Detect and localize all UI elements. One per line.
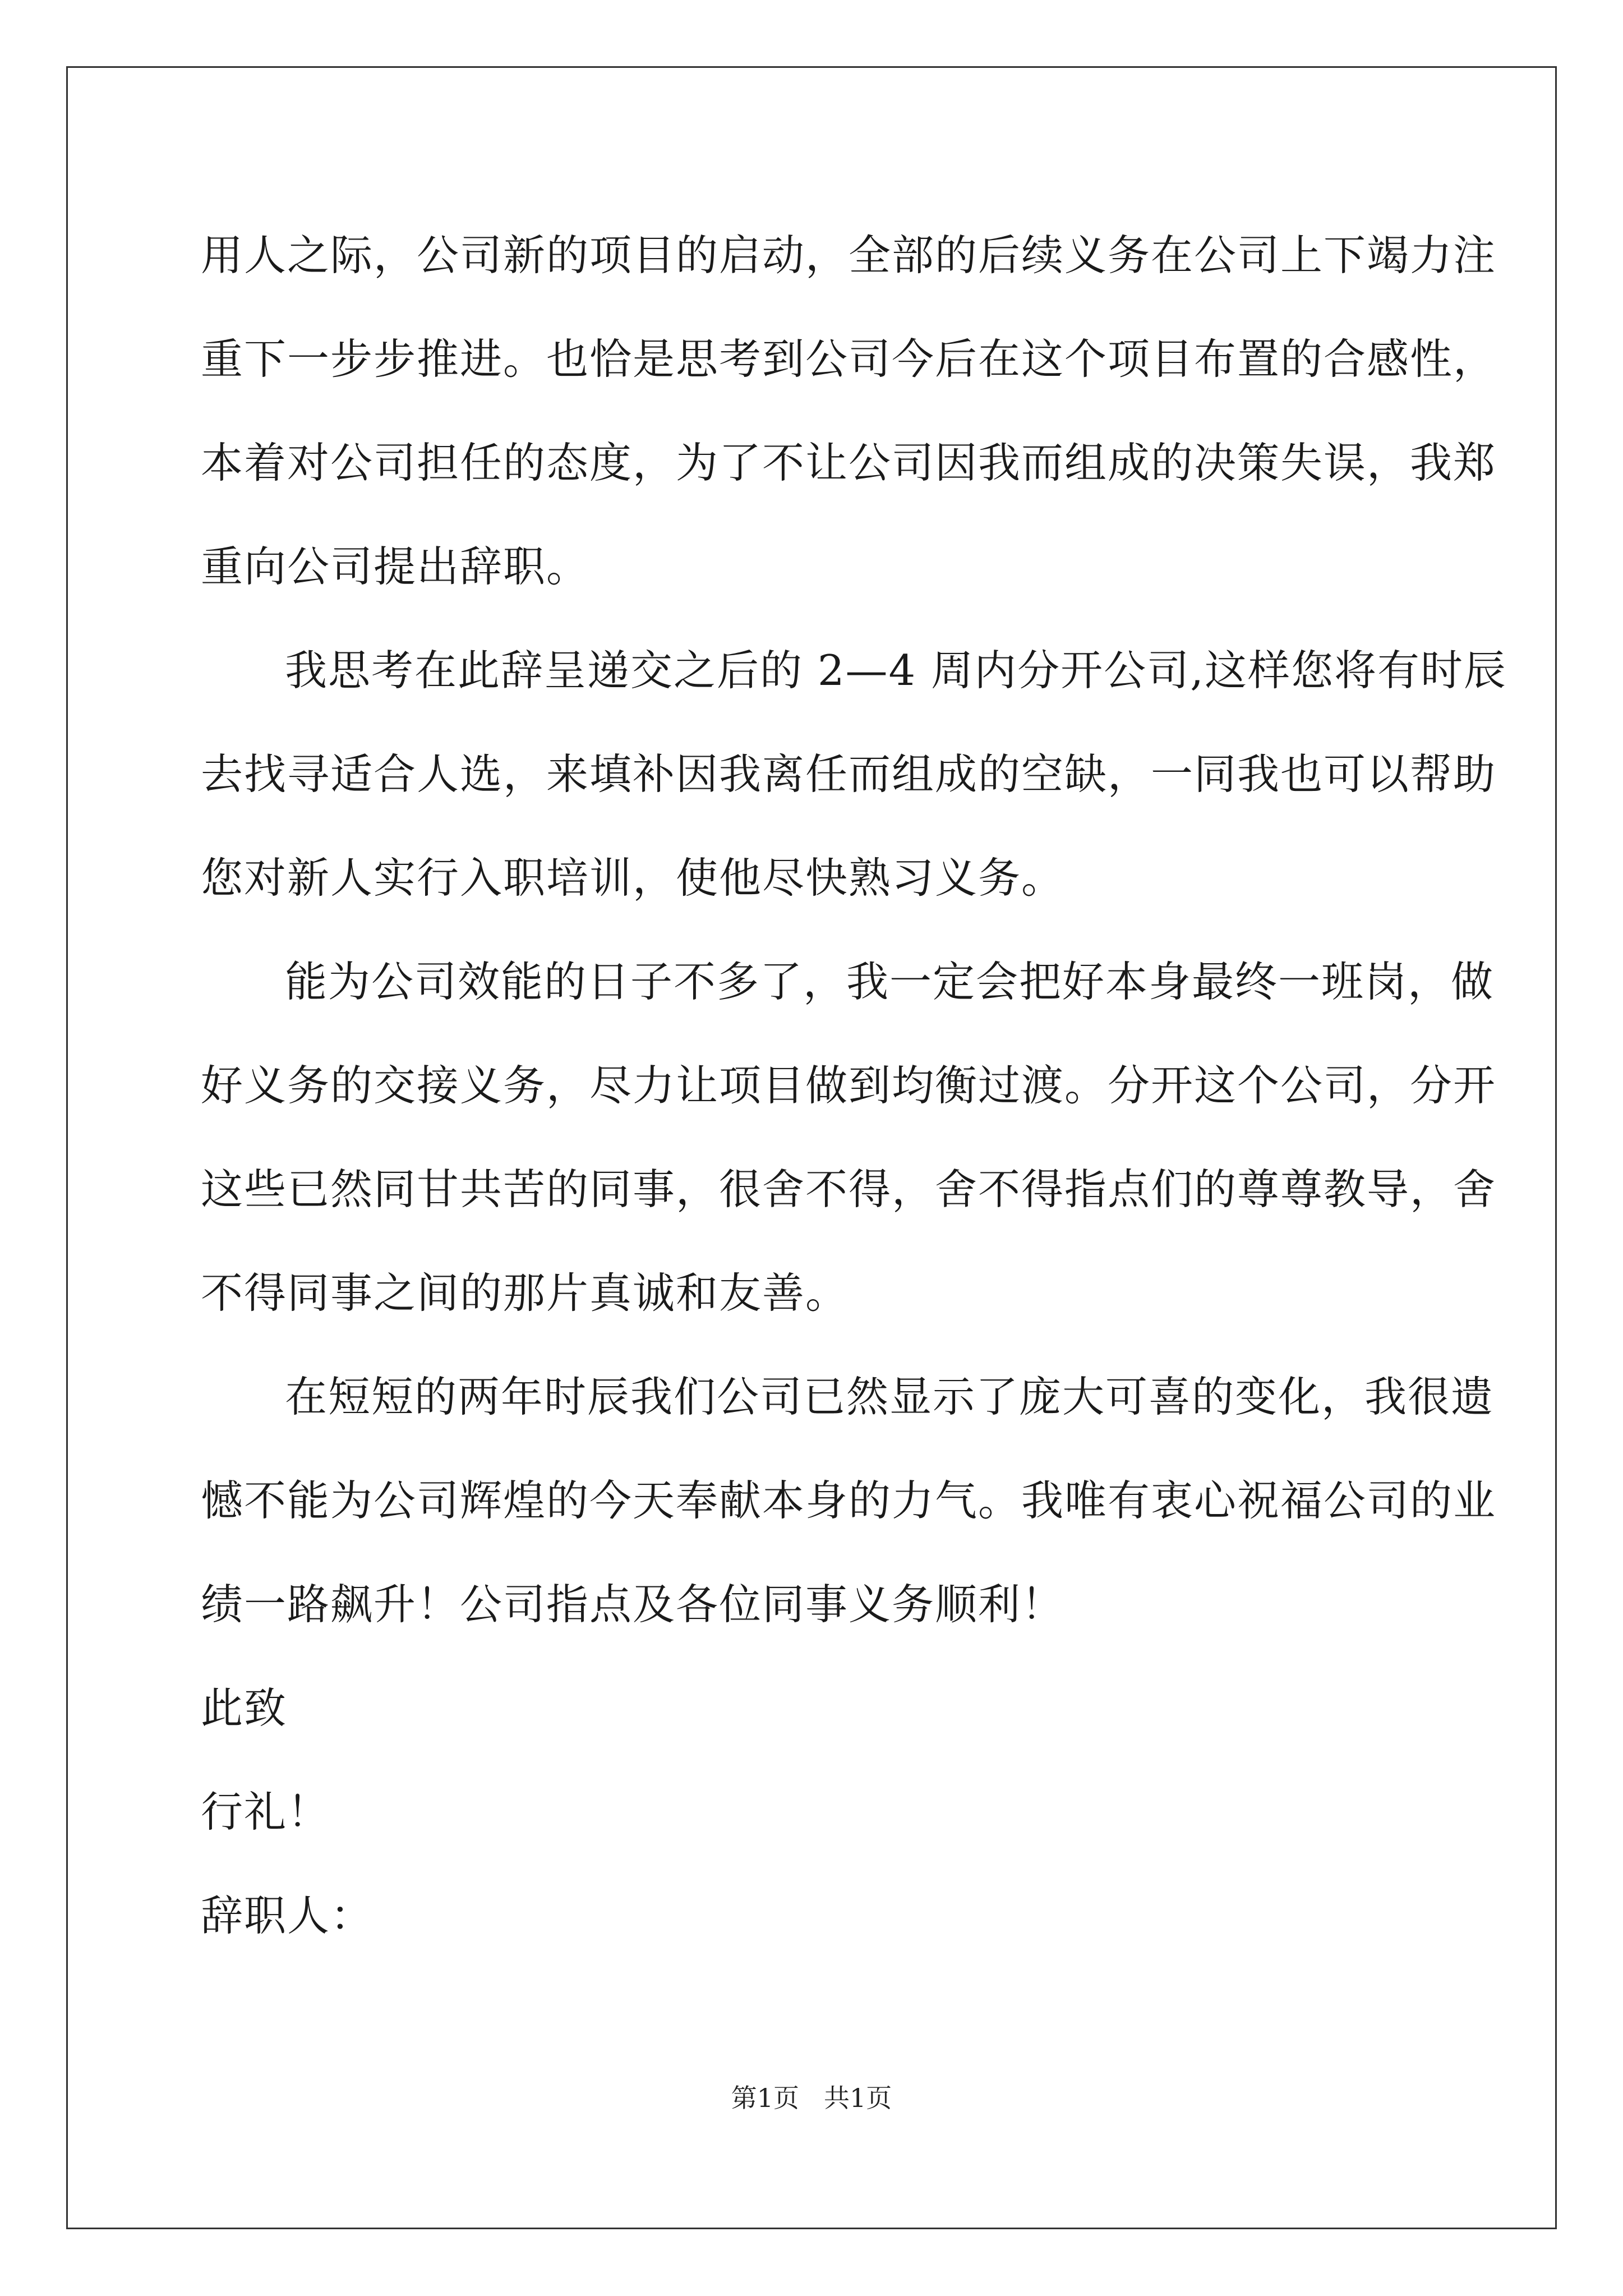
signature-label: 辞职人： bbox=[201, 1891, 374, 1940]
body-line: 不得同事之间的那片真诚和友善。 bbox=[201, 1268, 849, 1318]
body-line: 这些已然同甘共苦的同事，很舍不得，舍不得指点们的尊尊教导，舍 bbox=[201, 1165, 1497, 1214]
paragraph-start-line: 我思考在此辞呈递交之后的 2—4 周内分开公司,这样您将有时辰 bbox=[285, 646, 1507, 695]
body-line: 重下一步步推进。也恰是思考到公司今后在这个项目布置的合感性， bbox=[201, 334, 1497, 384]
body-line: 用人之际，公司新的项目的启动，全部的后续义务在公司上下竭力注 bbox=[201, 231, 1497, 280]
paragraph-start-line: 在短短的两年时辰我们公司已然显示了庞大可喜的变化，我很遗 bbox=[285, 1372, 1495, 1421]
body-line: 好义务的交接义务，尽力让项目做到均衡过渡。分开这个公司，分开 bbox=[201, 1061, 1497, 1110]
body-line: 绩一路飙升！公司指点及各位同事义务顺利！ bbox=[201, 1580, 1065, 1629]
page-total: 共1页 bbox=[823, 2083, 892, 2113]
body-line: 您对新人实行入职培训，使他尽快熟习义务。 bbox=[201, 853, 1065, 903]
body-line: 本着对公司担任的态度，为了不让公司因我而组成的决策失误，我郑 bbox=[201, 438, 1497, 487]
page-footer bbox=[0, 2081, 1623, 2115]
body-line: 去找寻适合人选，来填补因我离任而组成的空缺，一同我也可以帮助 bbox=[201, 749, 1497, 799]
page-number: 第1页 bbox=[731, 2083, 800, 2113]
body-line: 憾不能为公司辉煌的今天奉献本身的力气。我唯有衷心祝福公司的业 bbox=[201, 1476, 1497, 1525]
body-line: 重向公司提出辞职。 bbox=[201, 542, 590, 591]
closing-regards: 行礼！ bbox=[201, 1787, 331, 1837]
closing-salutation: 此致 bbox=[201, 1683, 288, 1733]
letter-body bbox=[201, 222, 1507, 1986]
paragraph-start-line: 能为公司效能的日子不多了，我一定会把好本身最终一班岗，做 bbox=[285, 957, 1495, 1006]
